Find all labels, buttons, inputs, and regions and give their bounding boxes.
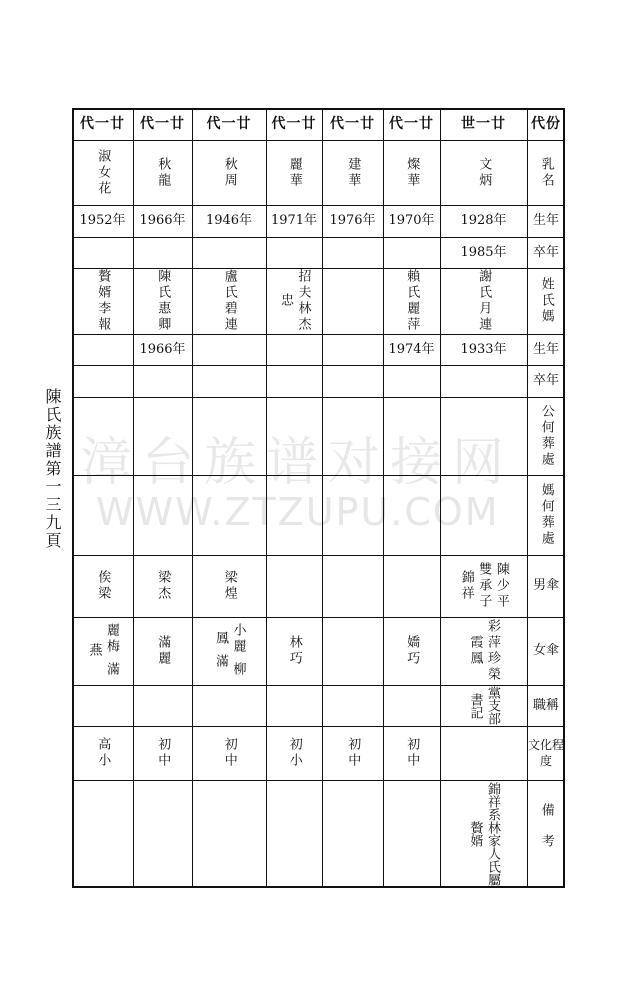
generation-cell: 代一廿 <box>330 115 375 132</box>
sons-cell: 俟梁 <box>95 570 111 602</box>
title-cell: 黨支部書記 <box>467 686 501 725</box>
generation-cell: 代一廿 <box>389 115 434 132</box>
education-cell: 初中 <box>221 737 237 769</box>
name-cell: 文炳 <box>476 156 492 189</box>
sons-cell: 梁煌 <box>221 570 237 602</box>
mother-cell: 謝氏月連 <box>476 269 492 333</box>
label-mother-surname: 姓氏媽 <box>538 277 554 325</box>
generation-cell: 代一廿 <box>206 115 252 132</box>
education-cell: 初中 <box>345 737 361 769</box>
daughters-cell: 滿麗 <box>155 635 171 667</box>
label-mother-death: 卒年 <box>532 373 559 389</box>
name-cell: 秋龍 <box>155 156 171 189</box>
name-cell: 建華 <box>345 156 361 189</box>
birth-cell: 1966年 <box>139 213 186 229</box>
label-education: 文化程度 <box>527 737 564 768</box>
sons-cell: 陳少平 雙承子 錦祥 <box>458 562 509 610</box>
generation-cell: 代一廿 <box>271 115 317 132</box>
mother-cell: 賴氏麗萍 <box>404 269 420 333</box>
birth-cell: 1976年 <box>329 213 376 229</box>
mother-cell: 招夫林杰忠 <box>278 269 311 333</box>
daughters-cell: 小麗 柳鳳 滿 <box>213 623 246 679</box>
row-divider <box>72 397 565 398</box>
label-mother-burial: 媽何葬處 <box>538 483 554 547</box>
daughters-cell: 林巧 <box>286 635 302 667</box>
mother-birth-cell: 1974年 <box>388 341 435 357</box>
education-cell: 初中 <box>404 737 420 769</box>
birth-cell: 1970年 <box>388 213 435 229</box>
row-divider <box>72 365 565 366</box>
watermark-text: 漳台族谱对接网 <box>80 433 515 493</box>
label-death: 卒年 <box>532 244 559 260</box>
mother-cell: 陳氏惠卿 <box>155 269 171 333</box>
label-childhood-name: 乳名 <box>538 156 554 189</box>
education-cell: 初中 <box>155 737 171 769</box>
name-cell: 淑女花 <box>95 148 111 197</box>
daughters-cell: 麗梅 滿燕 <box>86 623 120 679</box>
birth-cell: 1952年 <box>79 213 126 229</box>
name-cell: 燦華 <box>404 156 420 189</box>
daughters-cell: 彩萍珍榮霞鳳 <box>467 619 501 683</box>
sons-cell: 梁杰 <box>155 570 171 602</box>
mother-birth-cell: 1966年 <box>139 341 186 357</box>
birth-cell: 1946年 <box>205 213 253 229</box>
daughters-cell: 嬌巧 <box>404 635 420 667</box>
generation-cell: 代一廿 <box>140 115 185 132</box>
page-side-title: 陳氏族譜第一三九頁 <box>43 388 62 550</box>
name-cell: 秋周 <box>221 156 237 189</box>
death-cell: 1985年 <box>460 244 507 260</box>
label-generation: 代份 <box>531 115 561 132</box>
label-daughters: 女傘 <box>532 643 559 659</box>
generation-cell: 代一廿 <box>80 115 125 132</box>
label-notes: 備考 <box>538 803 554 865</box>
name-cell: 麗華 <box>286 156 302 189</box>
label-mother-birth: 生年 <box>532 341 559 357</box>
mother-birth-cell: 1933年 <box>460 341 507 357</box>
label-title: 職稱 <box>532 697 559 713</box>
label-sons: 男傘 <box>532 578 559 594</box>
row-divider <box>72 475 565 476</box>
label-father-burial: 公何葬處 <box>538 404 554 468</box>
notes-cell: 錦祥系林家人氏屬贅婿 <box>467 782 501 886</box>
generation-cell: 世一廿 <box>461 115 506 132</box>
birth-cell: 1928年 <box>460 213 507 229</box>
watermark-url: WWW.ZTZUPU.COM <box>96 490 500 534</box>
education-cell: 高小 <box>95 737 111 769</box>
mother-cell: 贅婿李報 <box>95 269 111 333</box>
birth-cell: 1971年 <box>270 213 318 229</box>
label-birth: 生年 <box>532 213 559 229</box>
education-cell: 初小 <box>286 737 302 769</box>
mother-cell: 盧氏碧連 <box>221 269 237 333</box>
